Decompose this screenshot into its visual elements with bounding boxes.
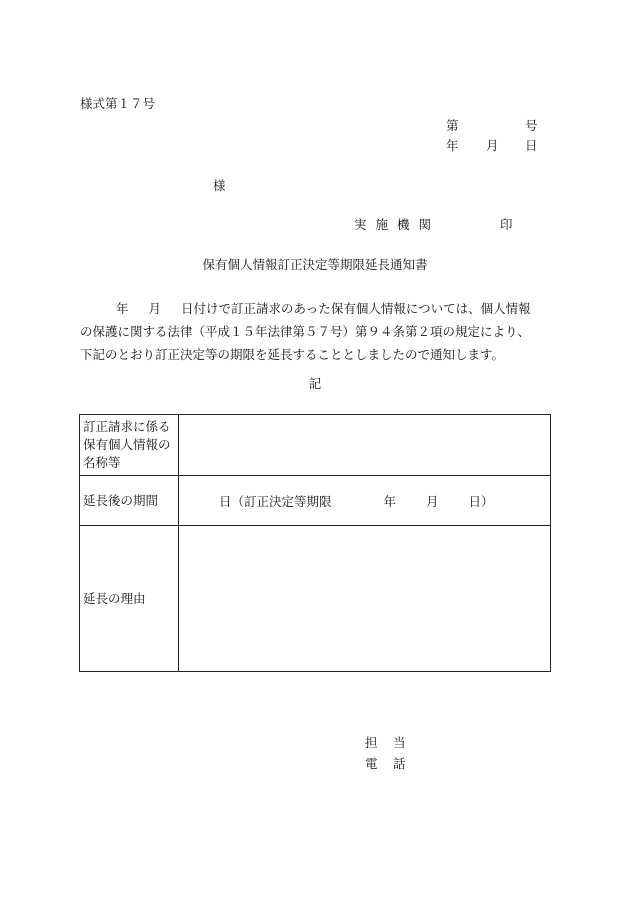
issuer-seal-mark: 印 bbox=[500, 217, 513, 232]
body-line-1-text: 日付けで訂正請求のあった保有個人情報については、個人情報 bbox=[181, 301, 531, 316]
date-day-label: 日 bbox=[525, 138, 538, 153]
period-month-label: 月 bbox=[426, 493, 439, 509]
ki-heading: 記 bbox=[308, 376, 322, 391]
issuer-name: 実施機関 bbox=[354, 217, 441, 232]
form-number: 様式第１７号 bbox=[80, 96, 156, 111]
table-row bbox=[80, 526, 551, 672]
row-label-extended-period: 延長後の期間 bbox=[80, 476, 179, 526]
document-title: 保有個人情報訂正決定等期限延長通知書 bbox=[202, 257, 428, 272]
phone-label: 電 bbox=[365, 756, 378, 771]
document-number-label: 第 bbox=[446, 118, 459, 133]
body-month-label: 月 bbox=[148, 301, 162, 316]
body-year-label: 年 bbox=[116, 301, 129, 316]
table-row bbox=[80, 476, 551, 526]
staff-label: 担 bbox=[365, 735, 378, 750]
notice-body bbox=[80, 297, 560, 366]
staff-label-2: 当 bbox=[393, 735, 406, 750]
date-year-label: 年 bbox=[446, 138, 459, 153]
date-month-label: 月 bbox=[486, 138, 499, 153]
addressee-honorific: 様 bbox=[213, 178, 226, 193]
body-line-1 bbox=[80, 297, 560, 320]
period-day-text: 日（訂正決定等期限 bbox=[219, 493, 332, 509]
table-row bbox=[80, 415, 551, 476]
body-line-3: 下記のとおり訂正決定等の期限を延長することとしましたので通知します。 bbox=[80, 347, 505, 362]
details-table bbox=[79, 414, 551, 672]
period-year-label: 年 bbox=[383, 493, 397, 509]
body-line-2: の保護に関する法律（平成１５年法律第５７号）第９４条第２項の規定により、 bbox=[80, 324, 531, 339]
period-day-end: 日） bbox=[468, 493, 494, 509]
reason-field[interactable] bbox=[179, 526, 551, 672]
document-number-suffix: 号 bbox=[525, 118, 538, 133]
extended-period-field[interactable] bbox=[179, 476, 551, 526]
row-label-target-info: 訂正請求に係る保有個人情報の名称等 bbox=[80, 415, 179, 476]
target-info-field[interactable] bbox=[179, 415, 551, 476]
row-label-reason: 延長の理由 bbox=[80, 526, 179, 672]
phone-label-2: 話 bbox=[393, 756, 406, 771]
